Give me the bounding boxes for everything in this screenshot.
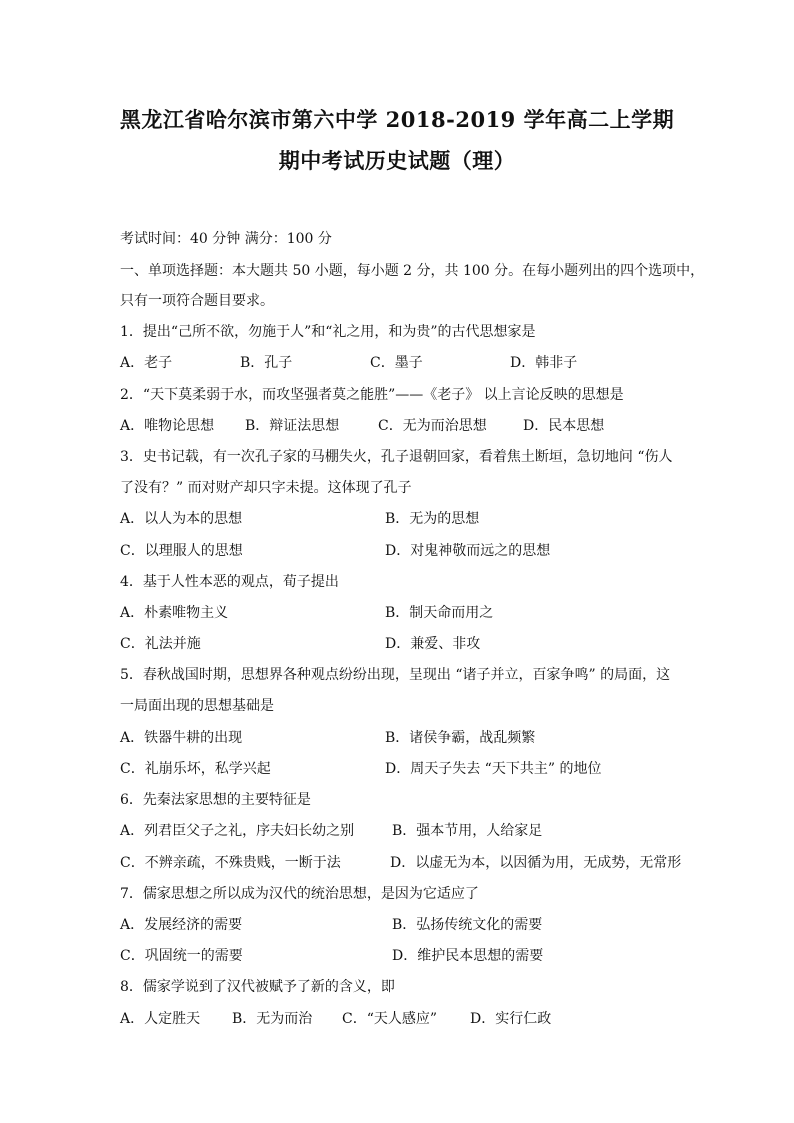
question-7-option-b: B．弘扬传统文化的需要 [392,917,543,933]
question-8-stem: 8．儒家学说到了汉代被赋予了新的含义，即 [120,979,395,995]
question-2-option-a: A．唯物论思想 [120,418,215,434]
question-2-option-b: B．辩证法思想 [245,418,340,434]
question-8-option-a: A．人定胜天 [120,1011,201,1027]
question-8-option-b: B．无为而治 [232,1011,313,1027]
question-7-option-d: D．维护民本思想的需要 [392,948,544,964]
question-4-option-a: A．朴素唯物主义 [120,605,229,621]
exam-info: 考试时间：40 分钟 满分：100 分 [120,231,332,247]
question-3-option-b: B．无为的思想 [385,511,480,527]
exam-title-line-2: 期中考试历史试题（理） [278,148,516,173]
question-5-option-b: B．诸侯争霸，战乱频繁 [385,730,536,746]
question-4-option-d: D．兼爱、非攻 [385,636,481,652]
exam-title-line-1: 黑龙江省哈尔滨市第六中学 2018-2019 学年高二上学期 [119,107,675,132]
question-6-option-a: A．列君臣父子之礼，序夫妇长幼之别 [120,823,355,839]
question-2-option-d: D．民本思想 [523,418,605,434]
section-instructions: 一、单项选择题：本大题共 50 小题，每小题 2 分，共 100 分。在每小题列出的四个选项中， [120,263,705,279]
question-3-stem: 3．史书记载，有一次孔子家的马棚失火，孔子退朝回家，看着焦土断垣，急切地问 “伤人 [120,449,673,465]
question-1-option-b: B．孔子 [240,355,293,371]
question-1-option-a: A．老子 [120,355,173,371]
question-4-stem: 4．基于人性本恶的观点，荀子提出 [120,574,339,590]
question-8-option-d: D．实行仁政 [470,1011,552,1027]
question-6-option-c: C．不辨亲疏，不殊贵贱，一断于法 [120,855,341,871]
question-6-option-d: D．以虚无为本，以因循为用，无成势，无常形 [390,855,682,871]
question-7-option-a: A．发展经济的需要 [120,917,243,933]
question-3-option-c: C．以理服人的思想 [120,543,243,559]
question-5-option-c: C．礼崩乐坏，私学兴起 [120,761,271,777]
question-8-option-c: C．“天人感应” [342,1011,438,1027]
question-1-stem: 1．提出“己所不欲，勿施于人”和“礼之用，和为贵”的古代思想家是 [120,324,536,340]
question-4-option-b: B．制天命而用之 [385,605,494,621]
question-5-stem: 5．春秋战国时期，思想界各种观点纷纷出现，呈现出 “诸子并立，百家争鸣” 的局面，这 [120,667,671,683]
question-2-stem: 2．“天下莫柔弱于水，而攻坚强者莫之能胜”——《老子》 以上言论反映的思想是 [120,387,624,403]
question-6-stem: 6．先秦法家思想的主要特征是 [120,792,311,808]
question-7-stem: 7．儒家思想之所以成为汉代的统治思想，是因为它适应了 [120,886,479,902]
question-1-option-d: D．韩非子 [510,355,578,371]
question-5-option-d: D．周天子失去 “天下共主” 的地位 [385,761,602,777]
question-1-option-c: C．墨子 [370,355,423,371]
question-6-option-b: B．强本节用，人给家足 [392,823,543,839]
question-5-option-a: A．铁器牛耕的出现 [120,730,243,746]
section-instructions-cont: 只有一项符合题目要求。 [120,293,274,309]
question-3-stem-cont: 了没有？” 而对财产却只字未提。这体现了孔子 [120,480,412,496]
question-7-option-c: C．巩固统一的需要 [120,948,243,964]
question-3-option-d: D．对鬼神敬而远之的思想 [385,543,551,559]
question-5-stem-cont: 一局面出现的思想基础是 [120,698,274,714]
question-3-option-a: A．以人为本的思想 [120,511,243,527]
question-4-option-c: C．礼法并施 [120,636,201,652]
question-2-option-c: C．无为而治思想 [378,418,487,434]
